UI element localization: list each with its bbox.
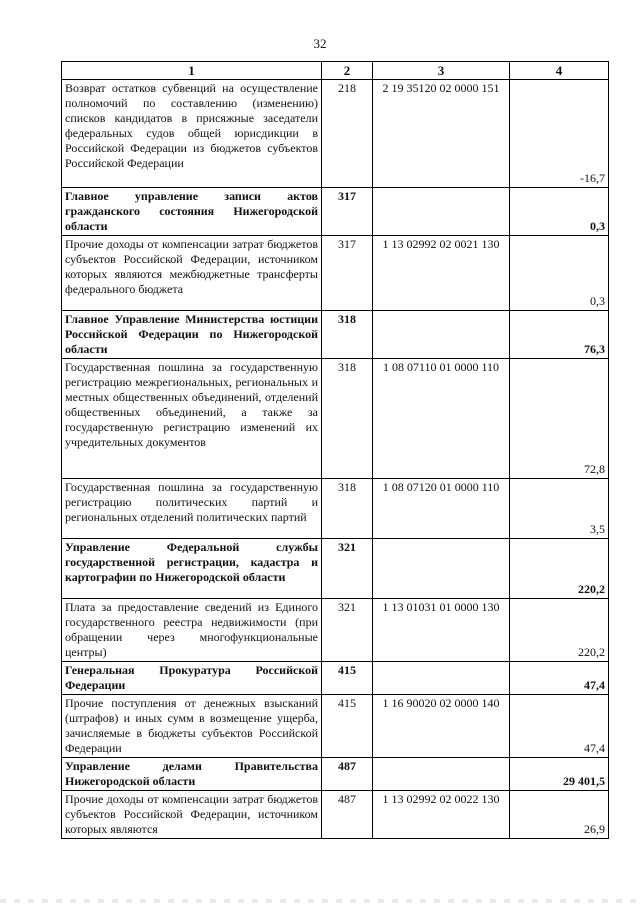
row-description: Прочие доходы от компенсации затрат бюджетов субъектов Российской Федерации, источником которых являются	[62, 791, 322, 839]
table-row	[62, 236, 609, 311]
row-description: Управление делами Правительства Нижегородской области	[62, 758, 322, 791]
row-amount: 29 401,5	[510, 758, 609, 791]
row-description: Плата за предоставление сведений из Единого государственного реестра недвижимости (при обращении через многофункциональные центры)	[62, 599, 322, 662]
table-row-administrator	[62, 311, 609, 359]
table-row	[62, 695, 609, 758]
row-budget-classification-code	[373, 311, 510, 359]
row-budget-classification-code	[373, 539, 510, 599]
row-admin-code: 321	[322, 539, 373, 599]
row-budget-classification-code: 1 16 90020 02 0000 140	[373, 695, 510, 758]
row-description: Главное управление записи актов гражданского состояния Нижегородской области	[62, 188, 322, 236]
table-row	[62, 479, 609, 539]
row-amount: 76,3	[510, 311, 609, 359]
column-header-4: 4	[510, 62, 609, 80]
row-amount: 47,4	[510, 662, 609, 695]
row-admin-code: 321	[322, 599, 373, 662]
row-admin-code: 318	[322, 311, 373, 359]
row-admin-code: 218	[322, 80, 373, 188]
column-header-3: 3	[373, 62, 510, 80]
table-header-row	[62, 62, 609, 80]
row-description: Прочие доходы от компенсации затрат бюджетов субъектов Российской Федерации, источником которых являются межбюджетные трансферты федерального бюджета	[62, 236, 322, 311]
row-amount: -16,7	[510, 80, 609, 188]
row-description: Возврат остатков субвенций на осуществление полномочий по составлению (изменению) списков кандидатов в присяжные заседатели федеральных судов общей юрисдикции в Российской Федерации из бюджетов субъектов Российской Федерации	[62, 80, 322, 188]
row-budget-classification-code: 2 19 35120 02 0000 151	[373, 80, 510, 188]
row-description: Главное Управление Министерства юстиции Российской Федерации по Нижегородской области	[62, 311, 322, 359]
row-description: Прочие поступления от денежных взысканий (штрафов) и иных сумм в возмещение ущерба, зачисляемые в бюджеты субъектов Российской Федерации	[62, 695, 322, 758]
table-row-administrator	[62, 539, 609, 599]
row-description: Государственная пошлина за государственную регистрацию межрегиональных, региональных и местных общественных объединений, отделений общественных объединений, а также за государственную регистрацию изменений их учредительных документов	[62, 359, 322, 479]
row-admin-code: 318	[322, 479, 373, 539]
scan-artifact	[0, 899, 640, 903]
table-row	[62, 599, 609, 662]
row-amount: 72,8	[510, 359, 609, 479]
table-row	[62, 791, 609, 839]
row-amount: 47,4	[510, 695, 609, 758]
column-header-1: 1	[62, 62, 322, 80]
row-description: Государственная пошлина за государственную регистрацию политических партий и региональных отделений политических партий	[62, 479, 322, 539]
row-budget-classification-code	[373, 662, 510, 695]
table-row-administrator	[62, 188, 609, 236]
row-admin-code: 487	[322, 791, 373, 839]
row-amount: 26,9	[510, 791, 609, 839]
row-admin-code: 487	[322, 758, 373, 791]
column-header-2: 2	[322, 62, 373, 80]
row-description: Управление Федеральной службы государственной регистрации, кадастра и картографии по Нижегородской области	[62, 539, 322, 599]
row-amount: 0,3	[510, 188, 609, 236]
row-admin-code: 318	[322, 359, 373, 479]
row-budget-classification-code	[373, 188, 510, 236]
table-row-administrator	[62, 758, 609, 791]
row-amount: 220,2	[510, 599, 609, 662]
table-row	[62, 359, 609, 479]
row-budget-classification-code: 1 08 07120 01 0000 110	[373, 479, 510, 539]
row-amount: 3,5	[510, 479, 609, 539]
table-row-administrator	[62, 662, 609, 695]
row-admin-code: 415	[322, 695, 373, 758]
row-amount: 220,2	[510, 539, 609, 599]
row-amount: 0,3	[510, 236, 609, 311]
row-budget-classification-code: 1 13 02992 02 0021 130	[373, 236, 510, 311]
page-number: 32	[313, 36, 327, 51]
row-admin-code: 317	[322, 188, 373, 236]
row-admin-code: 415	[322, 662, 373, 695]
row-budget-classification-code	[373, 758, 510, 791]
budget-revenue-table	[61, 61, 609, 839]
row-budget-classification-code: 1 13 01031 01 0000 130	[373, 599, 510, 662]
row-description: Генеральная Прокуратура Российской Федерации	[62, 662, 322, 695]
row-admin-code: 317	[322, 236, 373, 311]
table-row	[62, 80, 609, 188]
row-budget-classification-code: 1 08 07110 01 0000 110	[373, 359, 510, 479]
row-budget-classification-code: 1 13 02992 02 0022 130	[373, 791, 510, 839]
